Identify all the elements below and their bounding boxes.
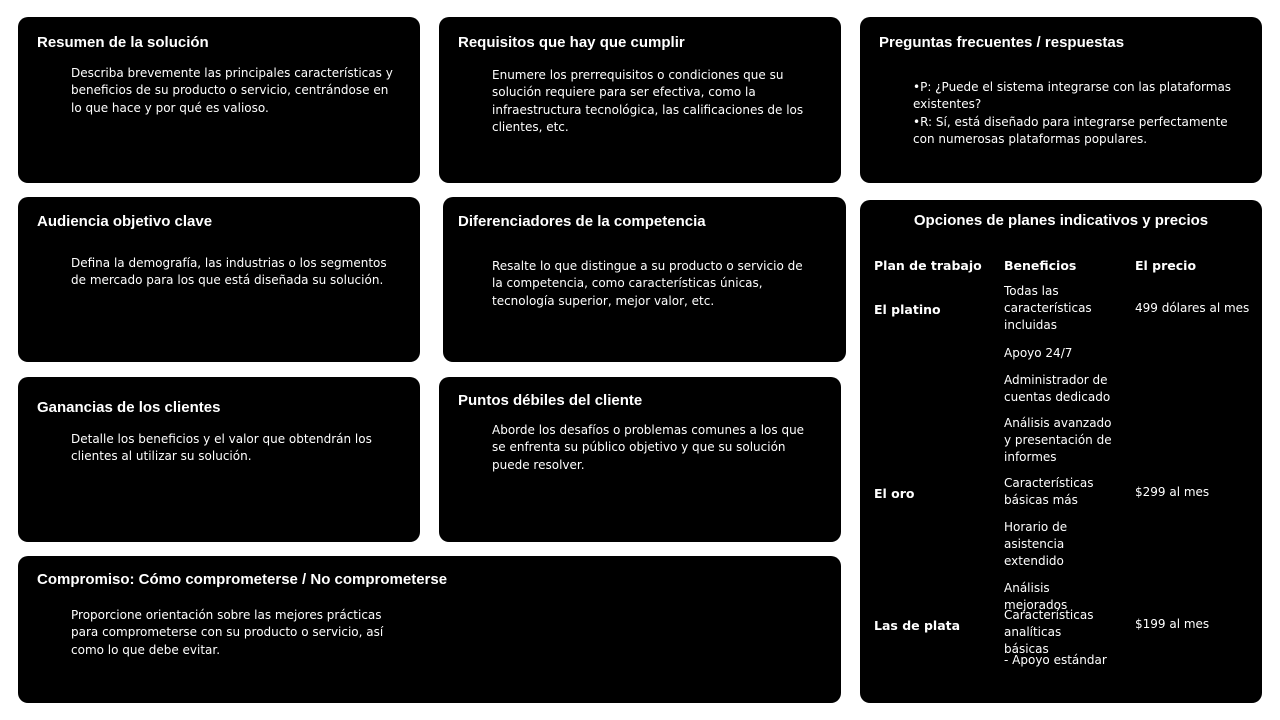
card-body: Proporcione orientación sobre las mejores prácticas para comprometerse con su producto o servicio, así como lo que debe evitar. <box>71 608 384 657</box>
pricing-title: Opciones de planes indicativos y precios <box>913 212 1209 229</box>
benefit-item: - Apoyo estándar <box>1004 653 1107 667</box>
faq-answer: •R: Sí, está diseñado para integrarse perfectamente con numerosas plataformas populares. <box>913 114 1228 146</box>
card-body: Resalte lo que distingue a su producto o servicio de la competencia, como características únicas, tecnología superior, mejor valor, etc. <box>492 259 803 308</box>
card-title: Requisitos que hay que cumplir <box>458 34 685 51</box>
card-faq <box>860 17 1262 183</box>
plan-price-platino: 499 dólares al mes <box>1135 301 1250 315</box>
card-pricing <box>860 200 1262 703</box>
card-ganancias <box>18 377 420 542</box>
card-body: Aborde los desafíos o problemas comunes a los que se enfrenta su público objetivo y que su solución puede resolver. <box>492 423 805 472</box>
card-title: Resumen de la solución <box>37 34 209 51</box>
benefit-item: Administrador de cuentas dedicado <box>1004 373 1111 404</box>
card-audiencia <box>18 197 420 362</box>
plan-name-oro: El oro <box>874 486 915 501</box>
card-title: Preguntas frecuentes / respuestas <box>879 34 1125 51</box>
header-benefits: Beneficios <box>1004 258 1077 273</box>
plan-price-plata: $199 al mes <box>1135 617 1210 631</box>
card-title: Diferenciadores de la competencia <box>458 213 706 230</box>
faq-content <box>913 79 1235 148</box>
header-plan: Plan de trabajo <box>874 258 982 273</box>
benefit-item: Análisis mejorados <box>1004 581 1068 612</box>
faq-question: •P: ¿Puede el sistema integrarse con las plataformas existentes? <box>913 80 1232 112</box>
plan-price-oro: $299 al mes <box>1135 485 1210 499</box>
card-title: Compromiso: Cómo comprometerse / No comprometerse <box>37 571 448 588</box>
benefit-item: Características básicas más <box>1004 476 1094 507</box>
card-title: Audiencia objetivo clave <box>37 213 213 230</box>
card-body: Defina la demografía, las industrias o los segmentos de mercado para los que está diseñada su solución. <box>71 256 387 288</box>
card-puntos <box>439 377 841 542</box>
card-diferenciadores <box>443 197 846 362</box>
card-requisitos <box>439 17 841 183</box>
benefit-item: Apoyo 24/7 <box>1004 346 1073 360</box>
card-title: Puntos débiles del cliente <box>458 392 643 409</box>
benefit-item: Características analíticas básicas <box>1004 608 1094 656</box>
benefit-item: Todas las características incluidas <box>1004 284 1092 332</box>
card-compromiso <box>18 556 841 703</box>
header-price: El precio <box>1135 258 1197 273</box>
card-body: Enumere los prerrequisitos o condiciones que su solución requiere para ser efectiva, como la infraestructura tecnológica, las calificaciones de los clientes, etc. <box>492 68 804 134</box>
benefit-item: Análisis avanzado y presentación de informes <box>1004 416 1112 464</box>
plan-name-platino: El platino <box>874 302 941 317</box>
plan-name-plata: Las de plata <box>874 618 961 633</box>
card-body: Detalle los beneficios y el valor que obtendrán los clientes al utilizar su solución. <box>71 432 372 464</box>
card-resumen <box>18 17 420 183</box>
card-title: Ganancias de los clientes <box>37 399 221 416</box>
card-body: Describa brevemente las principales características y beneficios de su producto o servicio, centrándose en lo que hace y por qué es valioso. <box>71 66 393 115</box>
benefit-item: Horario de asistencia extendido <box>1004 520 1068 568</box>
